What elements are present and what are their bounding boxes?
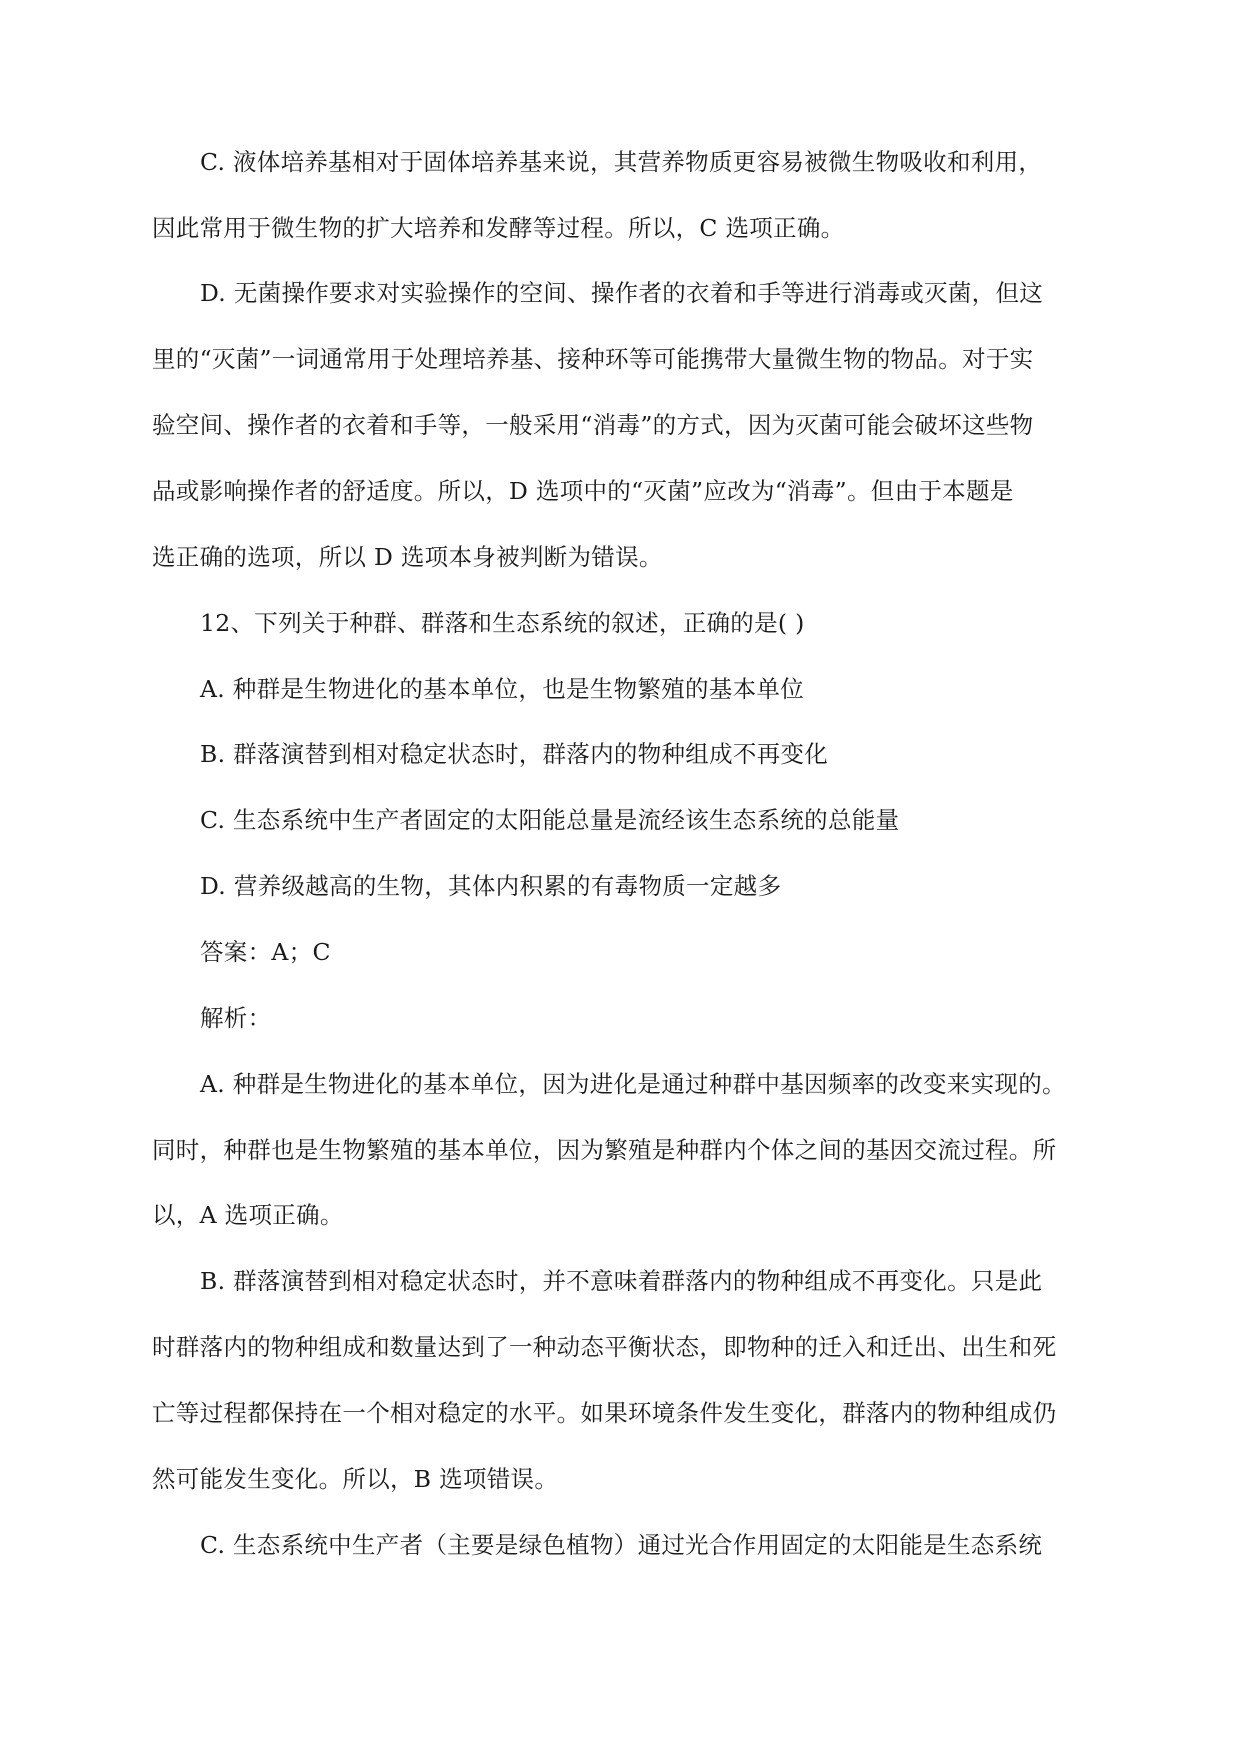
analysis-b-line-4: 然可能发生变化。所以，B 选项错误。: [152, 1465, 559, 1493]
paragraph-c-line-1: C. 液体培养基相对于固体培养基来说，其营养物质更容易被微生物吸收和利用，: [200, 148, 1043, 176]
analysis-b-line-1: B. 群落演替到相对稳定状态时，并不意味着群落内的物种组成不再变化。只是此: [200, 1267, 1043, 1295]
analysis-a-line-1: A. 种群是生物进化的基本单位，因为进化是通过种群中基因频率的改变来实现的。: [200, 1070, 1066, 1098]
answer-label: 答案：A；C: [200, 938, 331, 966]
question-12-stem: 12、下列关于种群、群落和生态系统的叙述，正确的是( ): [200, 609, 805, 637]
analysis-a-line-2: 同时，种群也是生物繁殖的基本单位，因为繁殖是种群内个体之间的基因交流过程。所: [152, 1136, 1057, 1164]
paragraph-c-line-2: 因此常用于微生物的扩大培养和发酵等过程。所以，C 选项正确。: [152, 214, 845, 242]
question-12-option-a: A. 种群是生物进化的基本单位，也是生物繁殖的基本单位: [200, 675, 805, 703]
analysis-b-line-3: 亡等过程都保持在一个相对稳定的水平。如果环境条件发生变化，群落内的物种组成仍: [152, 1399, 1057, 1427]
paragraph-d-line-5: 选正确的选项，所以 D 选项本身被判断为错误。: [152, 543, 663, 571]
analysis-b-line-2: 时群落内的物种组成和数量达到了一种动态平衡状态，即物种的迁入和迁出、出生和死: [152, 1333, 1057, 1361]
question-12-option-c: C. 生态系统中生产者固定的太阳能总量是流经该生态系统的总能量: [200, 806, 900, 834]
paragraph-d-line-4: 品或影响操作者的舒适度。所以，D 选项中的“灭菌”应改为“消毒”。但由于本题是: [152, 477, 1014, 505]
question-12-option-d: D. 营养级越高的生物，其体内积累的有毒物质一定越多: [200, 872, 782, 900]
paragraph-d-line-1: D. 无菌操作要求对实验操作的空间、操作者的衣着和手等进行消毒或灭菌，但这: [200, 279, 1044, 307]
analysis-label: 解析：: [200, 1004, 272, 1032]
paragraph-d-line-2: 里的“灭菌”一词通常用于处理培养基、接种环等可能携带大量微生物的物品。对于实: [152, 345, 1034, 373]
analysis-c-line-1: C. 生态系统中生产者（主要是绿色植物）通过光合作用固定的太阳能是生态系统: [200, 1531, 1043, 1559]
question-12-option-b: B. 群落演替到相对稳定状态时，群落内的物种组成不再变化: [200, 740, 829, 768]
paragraph-d-line-3: 验空间、操作者的衣着和手等，一般采用“消毒”的方式，因为灭菌可能会破坏这些物: [152, 411, 1034, 439]
analysis-a-line-3: 以，A 选项正确。: [152, 1201, 344, 1229]
